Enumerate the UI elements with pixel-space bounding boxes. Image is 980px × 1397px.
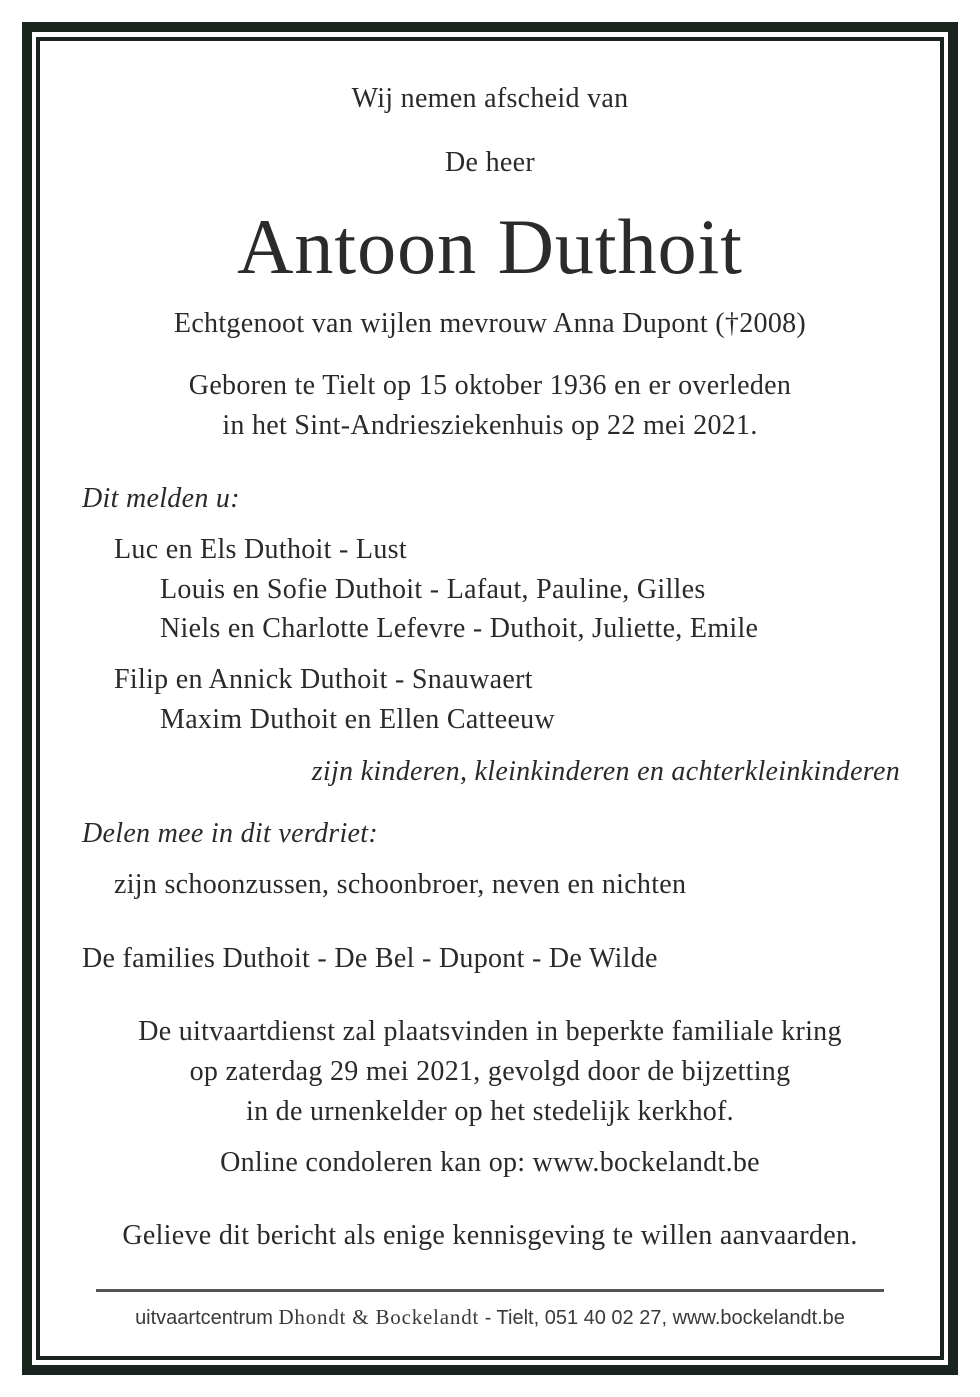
family-line: Filip en Annick Duthoit - Snauwaert (114, 664, 533, 695)
online-condolence: Online condoleren kan op: www.bockelandt.be (220, 1147, 760, 1178)
birth-line-1: Geboren te Tielt op 15 oktober 1936 en er overleden (188, 370, 792, 401)
spouse-line: Echtgenoot van wijlen mevrouw Anna Dupont (†2008) (173, 308, 807, 339)
relation-line: zijn kinderen, kleinkinderen en achterkleinkinderen (311, 756, 900, 787)
family-heading: Dit melden u: (82, 483, 240, 514)
family-line: Maxim Duthoit en Ellen Catteeuw (160, 704, 555, 735)
footer-prefix: uitvaartcentrum (135, 1307, 279, 1329)
funeral-line-3: in de urnenkelder op het stedelijk kerkhof. (246, 1096, 734, 1127)
closing-line: Gelieve dit bericht als enige kennisgeving te willen aanvaarden. (122, 1220, 858, 1251)
honorific: De heer (445, 147, 535, 178)
footer-brand: Dhondt & Bockelandt (278, 1305, 480, 1329)
mourners-line: zijn schoonzussen, schoonbroer, neven en nichten (114, 869, 687, 900)
footer-contact: - Tielt, 051 40 02 27, www.bockelandt.be (479, 1307, 845, 1329)
family-line: Louis en Sofie Duthoit - Lafaut, Pauline, Gilles (160, 574, 706, 605)
intro-line: Wij nemen afscheid van (351, 83, 629, 114)
grief-heading: Delen mee in dit verdriet: (82, 818, 378, 849)
deceased-name: Antoon Duthoit (237, 203, 743, 290)
birth-line-2: in het Sint-Andriesziekenhuis op 22 mei 2021. (222, 410, 758, 441)
family-line: Niels en Charlotte Lefevre - Duthoit, Juliette, Emile (160, 613, 759, 644)
family-line: Luc en Els Duthoit - Lust (114, 534, 407, 565)
families-line: De families Duthoit - De Bel - Dupont - De Wilde (82, 943, 658, 974)
funeral-line-2: op zaterdag 29 mei 2021, gevolgd door de bijzetting (189, 1056, 791, 1087)
funeral-line-1: De uitvaartdienst zal plaatsvinden in beperkte familiale kring (138, 1016, 842, 1047)
footer-divider (96, 1289, 884, 1292)
footer (0, 1305, 980, 1330)
